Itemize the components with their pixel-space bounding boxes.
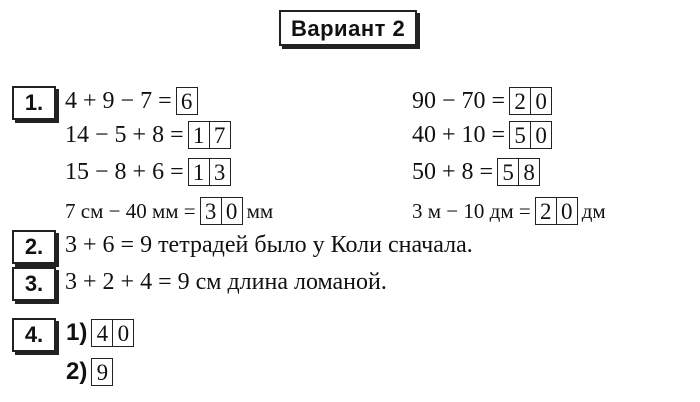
answer-box	[509, 121, 552, 149]
answer-digit: 1	[192, 122, 205, 148]
answer-box	[535, 197, 578, 225]
expression: 50 + 8 =	[412, 158, 494, 185]
answer-box	[509, 87, 552, 115]
expression: 14 − 5 + 8 =	[65, 121, 184, 148]
variant-title: Вариант 2	[279, 10, 417, 46]
task1-left-row-1	[65, 84, 202, 118]
answer-digit: 2	[514, 88, 526, 114]
answer-digit: 5	[502, 159, 514, 185]
task1-right-row-4	[412, 194, 606, 228]
answer-digit: 3	[209, 159, 230, 185]
answer-digit: 7	[209, 122, 230, 148]
answer-digit: 1	[192, 159, 205, 185]
answer-digit: 5	[514, 122, 526, 148]
task1-left-row-4	[65, 194, 273, 228]
expression: 90 − 70 =	[412, 87, 506, 114]
answer-box	[497, 158, 540, 186]
answer-box	[188, 158, 231, 186]
task3-answer	[65, 265, 387, 299]
answer-box	[188, 121, 231, 149]
expression: 40 + 10 =	[412, 121, 506, 148]
answer-box	[176, 87, 198, 115]
answer-digit: 0	[530, 88, 551, 114]
answer-digit: 3	[204, 198, 217, 224]
task1-right-row-2	[412, 118, 556, 152]
answer-digit: 0	[530, 122, 551, 148]
answer-box	[91, 358, 113, 386]
task4-part-2	[66, 355, 117, 389]
answer-box	[91, 319, 134, 347]
unit-label: мм	[246, 198, 274, 223]
task-number-2: 2.	[12, 230, 56, 264]
unit-label: дм	[581, 198, 606, 223]
answer-digit: 9	[96, 359, 109, 385]
task1-right-row-1	[412, 84, 556, 118]
task4-part-1	[66, 316, 138, 350]
part-label: 2)	[66, 358, 88, 385]
answer-digit: 0	[112, 320, 133, 346]
answer-digit: 2	[539, 198, 552, 224]
expression: 7 см − 40 мм =	[65, 198, 196, 223]
expression: 4 + 9 − 7 =	[65, 87, 172, 114]
answer-digit: 4	[96, 320, 109, 346]
answer-digit: 0	[556, 198, 577, 224]
answer-box	[200, 197, 243, 225]
task-number-1: 1.	[12, 86, 56, 120]
task1-right-row-3	[412, 155, 544, 189]
part-label: 1)	[66, 319, 88, 346]
task-number-4: 4.	[12, 318, 56, 352]
task2-answer	[65, 228, 473, 262]
answer-text: 3 + 2 + 4 = 9 см длина ломаной.	[65, 268, 387, 295]
task1-left-row-2	[65, 118, 235, 152]
answer-digit: 8	[518, 159, 539, 185]
answer-digit: 6	[180, 88, 193, 114]
answer-text: 3 + 6 = 9 тетрадей было у Коли сначала.	[65, 231, 473, 258]
task1-left-row-3	[65, 155, 235, 189]
expression: 15 − 8 + 6 =	[65, 158, 184, 185]
task-number-3: 3.	[12, 267, 56, 301]
expression: 3 м − 10 дм =	[412, 198, 531, 223]
answer-digit: 0	[221, 198, 242, 224]
